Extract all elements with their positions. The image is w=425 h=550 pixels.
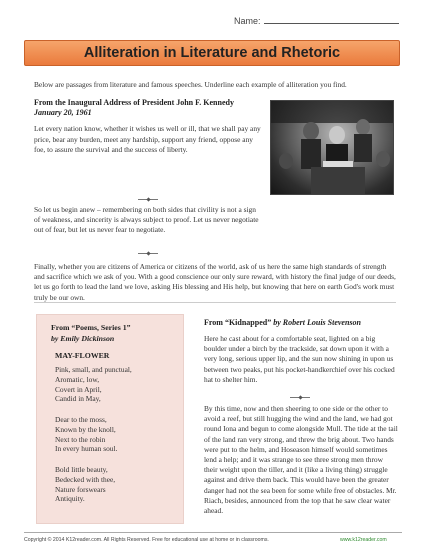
kennedy-paragraph-3: Finally, whether you are citizens of America or citizens of the world, ask of us here the same high standards of strength and sacrifice which we ask of you. With a good conscience our only sure reward, with history the final judge of our deeds, let us go forth to lead the land we love, asking His blessing and His help, but knowing that here on earth God's work must truly be our own. [34,262,396,302]
kennedy-section [34,98,262,155]
kidnapped-author: by Robert Louis Stevenson [273,318,361,327]
poem-stanza-3 [55,465,115,504]
poem-line: Dear to the moss, [55,415,107,424]
poem-line: Pink, small, and punctual, [55,365,132,374]
poem-line: Nature forswears [55,484,106,494]
name-blank-line [264,16,399,24]
page-title: Alliteration in Literature and Rhetoric [83,45,341,61]
horizontal-rule [34,302,396,303]
section-divider [138,250,158,256]
name-field [234,16,399,26]
footer-rule [24,532,402,533]
poem-line: Known by the knoll, [55,424,116,434]
section-divider [138,196,158,202]
kidnapped-heading: From “Kidnapped” [204,318,272,327]
kidnapped-heading-line [204,318,361,327]
title-banner [24,40,400,66]
name-label: Name: [234,16,261,26]
poem-line: Covert in April, [55,384,102,394]
poem-box [36,314,184,524]
footer-url[interactable]: www.k12reader.com [340,537,387,543]
poem-line: Bold little beauty, [55,465,108,474]
section-divider [290,394,310,400]
poem-stanza-2 [55,415,117,454]
kennedy-heading: From the Inaugural Address of President John F. Kennedy [34,98,234,107]
kennedy-paragraph-1: Let every nation know, whether it wishes us well or ill, that we shall pay any price, bear any burden, meet any hardship, support any friend, oppose any foe, to assure the survival and the success of liberty. [34,124,261,154]
kennedy-photo [270,100,394,195]
poem-line: Bedecked with thee, [55,474,116,484]
poem-line: Candid in May, [55,394,101,404]
instructions: Below are passages from literature and famous speeches. Underline each example of alliteration you find. [34,80,347,89]
kidnapped-paragraph-2: By this time, now and then sheering to one side or the other to avoid a reef, but still hugging the wind and the land, we had got round Iona and begun to come alongside Mull. The tide at the tail of the land ran very strong, and threw the brig about. Two hands were put to the helm, and Hoseason himself would sometimes lend a help; and it was strange to see three strong men throw their weight upon the tiller, and it (like a living thing) struggle against and drive them back. This would have been the greater danger had not the sea been for some while free of obstacles. Mr. Riach, besides, announced from the top that he saw clear water ahead. [204,404,398,516]
kennedy-paragraph-2: So let us begin anew – remembering on both sides that civility is not a sign of weakness, and sincerity is always subject to proof. Let us never negotiate out of fear, but let us never fear to negotiate. [34,205,259,235]
poem-stanza-1 [55,365,132,404]
poem-line: In every human soul. [55,444,118,454]
poem-heading: From “Poems, Series 1” [51,323,131,332]
poem-line: Next to the robin [55,434,106,444]
poem-title: MAY-FLOWER [55,351,110,360]
poem-author: by Emily Dickinson [51,334,115,343]
poem-line: Aromatic, low, [55,374,100,384]
kidnapped-paragraph-1: Here he cast about for a comfortable seat, lighted on a big boulder under a birch by the trackside, sat down upon it with a very long, serious upper lip, and the sun now shining in upon us between two peaks, put his pocket-handkerchief over his cocked hat to shelter him. [204,334,395,384]
kennedy-date: January 20, 1961 [34,108,92,118]
poem-line: Antiquity. [55,494,85,504]
footer-copyright: Copyright © 2014 K12reader.com. All Rights Reserved. Free for educational use at home or in classrooms. [24,537,269,543]
